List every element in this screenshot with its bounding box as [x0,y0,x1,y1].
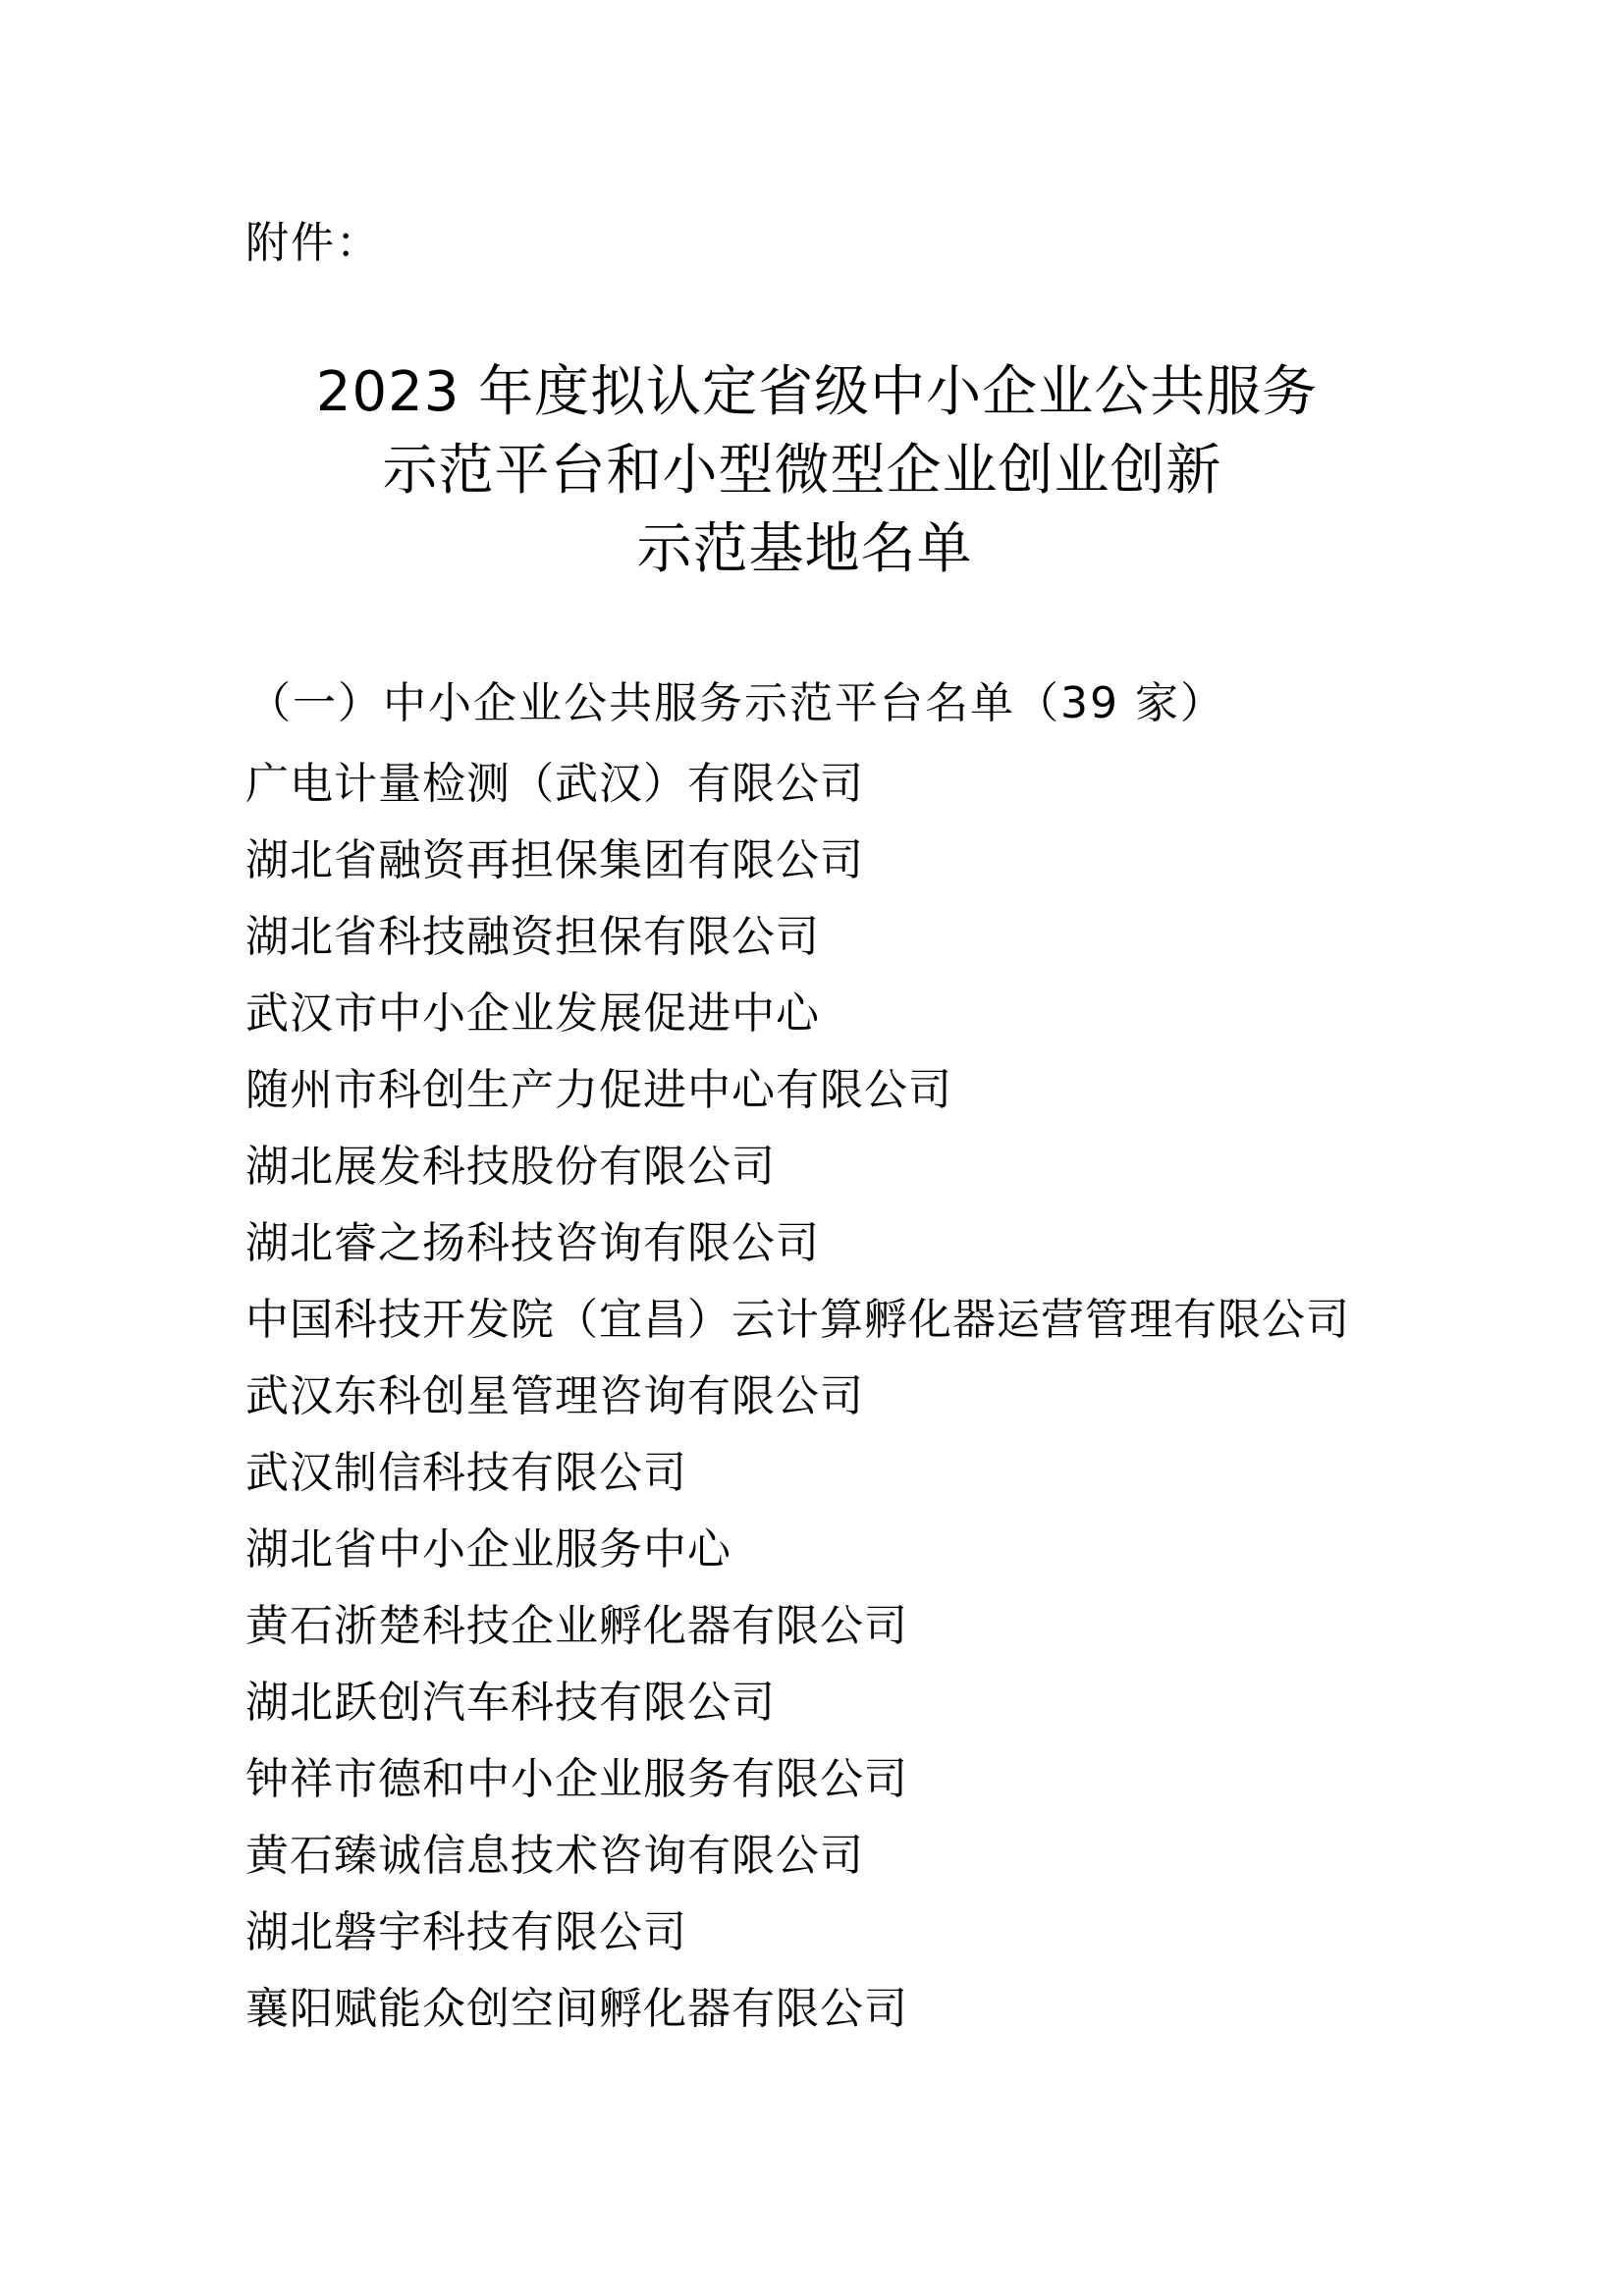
list-item: 黄石臻诚信息技术咨询有限公司 [245,1831,864,1881]
list-item: 武汉市中小企业发展促进中心 [245,988,820,1039]
list-item: 湖北省中小企业服务中心 [245,1524,731,1575]
title-line-2: 示范平台和小型微型企业创业创新 [382,439,1222,503]
title-line-3: 示范基地名单 [636,517,973,581]
attachment-label: 附件： [245,218,381,268]
document-title [0,353,1624,589]
list-item: 随州市科创生产力促进中心有限公司 [245,1065,952,1115]
title-line-1: 2023 年度拟认定省级中小企业公共服务 [315,360,1319,424]
list-item: 黄石浙楚科技企业孵化器有限公司 [245,1601,908,1651]
list-item: 中国科技开发院（宜昌）云计算孵化器运营管理有限公司 [245,1295,1350,1345]
list-item: 钟祥市德和中小企业服务有限公司 [245,1754,908,1804]
section-heading: （一）中小企业公共服务示范平台名单（39 家） [247,678,1225,728]
company-list [245,746,1350,2048]
list-item: 湖北展发科技股份有限公司 [245,1142,776,1192]
list-item: 广电计量检测（武汉）有限公司 [245,759,864,809]
list-item: 湖北睿之扬科技咨询有限公司 [245,1218,820,1268]
list-item: 襄阳赋能众创空间孵化器有限公司 [245,1984,908,2034]
list-item: 武汉东科创星管理咨询有限公司 [245,1371,864,1421]
list-item: 湖北跃创汽车科技有限公司 [245,1678,776,1728]
list-item: 湖北省科技融资担保有限公司 [245,912,820,962]
list-item: 湖北磐宇科技有限公司 [245,1907,687,1957]
list-item: 湖北省融资再担保集团有限公司 [245,835,864,885]
list-item: 武汉制信科技有限公司 [245,1448,687,1498]
